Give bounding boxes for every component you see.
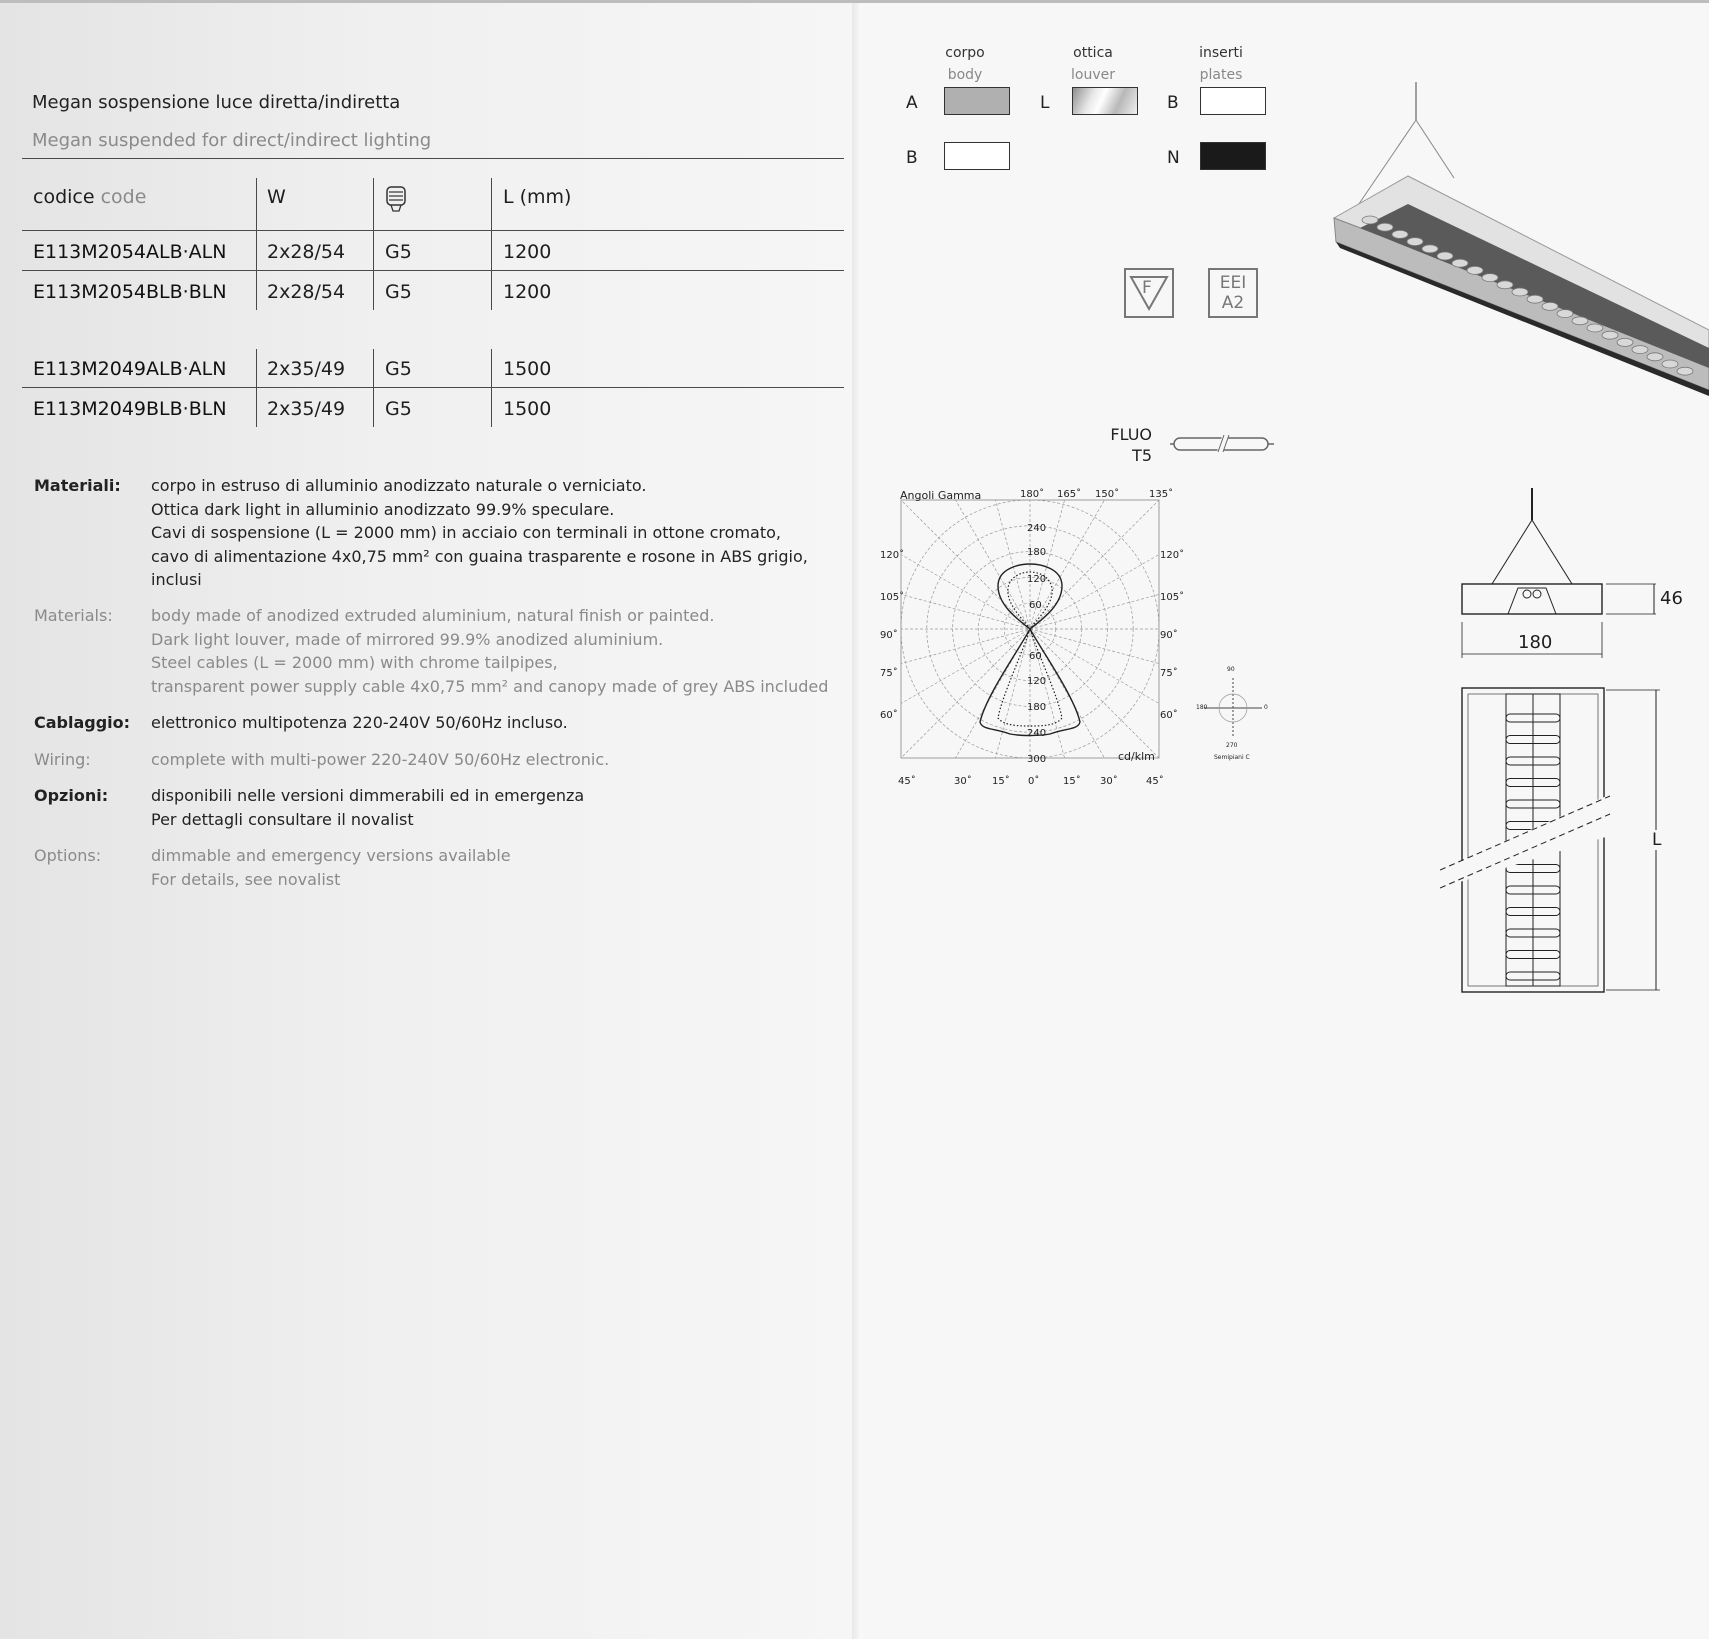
diagram-angle-label: 180˚	[1020, 489, 1045, 500]
book-spine	[852, 0, 862, 1639]
diagram-angle-label: 150˚	[1095, 489, 1120, 500]
table-row-watt: 2x28/54	[267, 281, 346, 303]
dimension-width: 180	[1518, 632, 1553, 653]
spec-text: complete with multi-power 220-240V 50/60Hz electronic.	[151, 750, 610, 769]
dimension-length: L	[1652, 830, 1662, 850]
swatch-louver-mirror	[1072, 87, 1138, 115]
finish-header-plates: inserti plates	[1199, 45, 1243, 83]
finish-header-body: corpo body	[945, 45, 985, 83]
finish-letter: A	[906, 93, 918, 113]
diagram-angle-label: 120˚	[880, 550, 905, 561]
header-watt: W	[267, 186, 286, 208]
diagram-value-label: 120	[1027, 574, 1047, 585]
table-row-code: E113M2054ALB·ALN	[33, 241, 227, 263]
spec-label: Opzioni:	[34, 786, 109, 805]
lamp-base-icon	[385, 185, 407, 219]
title-divider	[22, 158, 844, 159]
spec-text: dimmable and emergency versions available For details, see novalist	[151, 846, 511, 889]
spec-text: disponibili nelle versioni dimmerabili ed in emergenza Per dettagli consultare il novalist	[151, 786, 585, 829]
table-row-watt: 2x28/54	[267, 241, 346, 263]
col-divider	[491, 349, 492, 427]
table-row-base: G5	[385, 358, 412, 380]
diagram-angle-label: 135˚	[1149, 489, 1174, 500]
c-plane-legend: 90 180 0 270 Semipiani C	[1196, 666, 1268, 761]
diagram-value-label: 120	[1027, 676, 1047, 687]
diagram-angle-label: 105˚	[1160, 592, 1185, 603]
diagram-angle-label: 165˚	[1057, 489, 1082, 500]
col-divider	[373, 349, 374, 427]
diagram-angle-label: 45˚	[1146, 776, 1164, 786]
diagram-angle-label: 15˚	[1063, 776, 1081, 786]
diagram-angle-label: 90˚	[1160, 630, 1178, 641]
diagram-angle-label: 105˚	[880, 592, 905, 603]
spec-label: Materials:	[34, 606, 113, 625]
diagram-angle-label: 90˚	[880, 630, 898, 641]
table-row-code: E113M2054BLB·BLN	[33, 281, 227, 303]
table-row-code: E113M2049ALB·ALN	[33, 358, 227, 380]
diagram-value-label: 60	[1029, 600, 1042, 611]
header-length: L (mm)	[503, 186, 572, 208]
table-row-base: G5	[385, 281, 412, 303]
finish-letter: L	[1040, 93, 1050, 113]
f-mark-icon: F	[1124, 268, 1174, 318]
top-view-drawing	[1440, 680, 1700, 1000]
swatch-body-white	[944, 142, 1010, 170]
row-divider	[22, 270, 844, 271]
swatch-body-aluminium	[944, 87, 1010, 115]
table-row-code: E113M2049BLB·BLN	[33, 398, 227, 420]
product-photo	[1330, 70, 1709, 410]
header-code: codice code	[33, 186, 147, 208]
finish-letter: B	[1167, 93, 1179, 113]
spec-label: Wiring:	[34, 750, 91, 769]
diagram-value-label: 240	[1027, 728, 1047, 739]
finish-letter: N	[1167, 148, 1180, 168]
diagram-angle-label: 0˚	[1028, 776, 1040, 786]
diagram-angle-label: 60˚	[880, 710, 898, 721]
diagram-angle-label: 15˚	[992, 776, 1010, 786]
table-row-base: G5	[385, 398, 412, 420]
finish-header-louver: ottica louver	[1071, 45, 1115, 83]
diagram-unit: cd/klm	[1118, 750, 1155, 763]
row-divider	[22, 230, 844, 231]
swatch-plates-white	[1200, 87, 1266, 115]
polar-plot	[870, 486, 1190, 786]
col-divider	[491, 178, 492, 310]
dimension-height: 46	[1660, 588, 1683, 609]
table-row-length: 1200	[503, 241, 552, 263]
diagram-angle-label: 30˚	[954, 776, 972, 786]
diagram-angle-label: 30˚	[1100, 776, 1118, 786]
table-row-length: 1200	[503, 281, 552, 303]
fluorescent-tube-icon	[1170, 432, 1274, 460]
row-divider	[22, 387, 844, 388]
col-divider	[256, 349, 257, 427]
table-row-length: 1500	[503, 398, 552, 420]
diagram-value-label: 180	[1027, 702, 1047, 713]
diagram-angle-label: 120˚	[1160, 550, 1185, 561]
spec-text: corpo in estruso di alluminio anodizzato naturale o verniciato. Ottica dark light in alluminio anodizzato 99.9% speculare. Cavi di sospensione (L = 2000 mm) in acciaio con terminali in ottone cromato, cavo di alimentazione 4x0,75 mm² con guaina trasparente e rosone in ABS grigio, inclusi	[151, 476, 808, 589]
col-divider	[373, 178, 374, 310]
col-divider	[256, 178, 257, 310]
eei-label-icon: EEI A2	[1208, 268, 1258, 318]
diagram-angle-label: 45˚	[898, 776, 916, 786]
diagram-value-label: 180	[1027, 547, 1047, 558]
finish-letter: B	[906, 148, 918, 168]
spec-label: Materiali:	[34, 476, 121, 495]
diagram-value-label: 300	[1027, 754, 1047, 765]
title-english: Megan suspended for direct/indirect lighting	[32, 130, 432, 151]
table-row-watt: 2x35/49	[267, 398, 346, 420]
table-row-length: 1500	[503, 358, 552, 380]
spec-label: Options:	[34, 846, 102, 865]
diagram-value-label: 240	[1027, 523, 1047, 534]
diagram-angle-label: 75˚	[880, 668, 898, 679]
side-view-drawing	[1440, 484, 1700, 664]
page-top-edge	[0, 0, 1709, 3]
title-italian: Megan sospensione luce diretta/indiretta	[32, 92, 401, 113]
diagram-value-label: 60	[1029, 651, 1042, 662]
diagram-title: Angoli Gamma	[900, 489, 982, 502]
spec-text: elettronico multipotenza 220-240V 50/60Hz incluso.	[151, 713, 568, 732]
spec-label: Cablaggio:	[34, 713, 131, 732]
diagram-angle-label: 75˚	[1160, 668, 1178, 679]
diagram-angle-label: 60˚	[1160, 710, 1178, 721]
spec-text: body made of anodized extruded aluminium, natural finish or painted. Dark light louver, made of mirrored 99.9% anodized aluminium. Steel cables (L = 2000 mm) with chrome tailpipes, transparent power supply cable 4x0,75 mm² and canopy made of grey ABS included	[151, 606, 829, 696]
photometric-diagram	[870, 486, 1190, 786]
swatch-plates-black	[1200, 142, 1266, 170]
table-row-base: G5	[385, 241, 412, 263]
table-row-watt: 2x35/49	[267, 358, 346, 380]
lamp-type: FLUO T5	[1110, 425, 1152, 465]
